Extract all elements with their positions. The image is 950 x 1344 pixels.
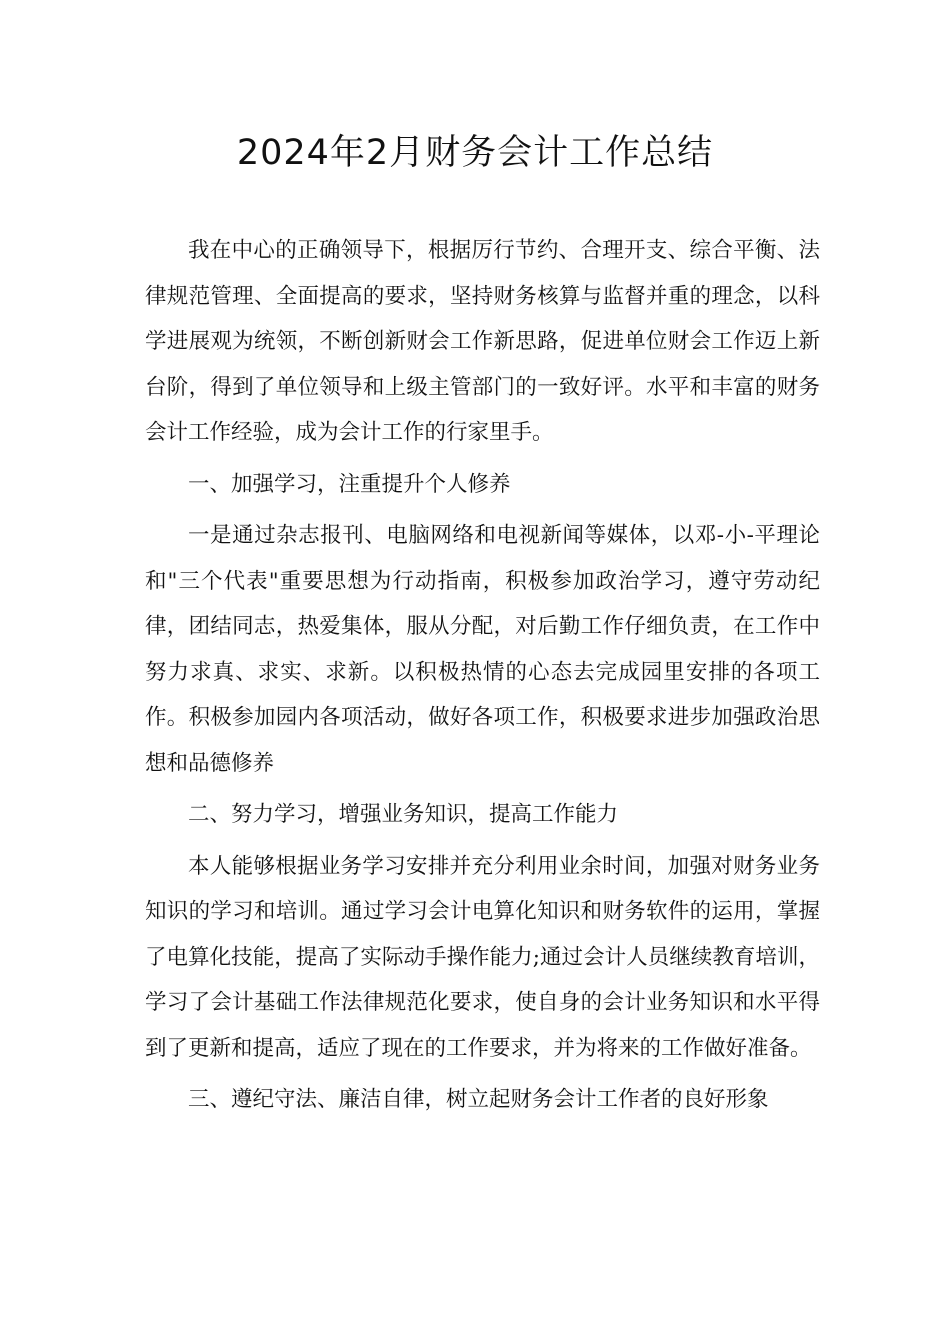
section-heading-1: 一、加强学习，注重提升个人修养 bbox=[188, 471, 511, 497]
paragraph-intro: 我在中心的正确领导下，根据厉行节约、合理开支、综合平衡、法律规范管理、全面提高的要求，坚持财务核算与监督并重的理念，以科学进展观为统领，不断创新财会工作新思路，促进单位财会工作迈上新台阶，得到了单位领导和上级主管部门的一致好评。水平和丰富的财务会计工作经验，成为会计工作的行家里手。 bbox=[145, 238, 820, 445]
paragraph-section-2: 本人能够根据业务学习安排并充分利用业余时间，加强对财务业务知识的学习和培训。通过学习会计电算化知识和财务软件的运用，掌握了电算化技能，提高了实际动手操作能力;通过会计人员继续教育培训，学习了会计基础工作法律规范化要求，使自身的会计业务知识和水平得到了更新和提高，适应了现在的工作要求，并为将来的工作做好准备。 bbox=[145, 853, 820, 1061]
document-body bbox=[145, 228, 820, 1129]
section-heading-3: 三、遵纪守法、廉洁自律，树立起财务会计工作者的良好形象 bbox=[188, 1087, 769, 1112]
paragraph-section-1: 一是通过杂志报刊、电脑网络和电视新闻等媒体，以邓-小-平理论和"三个代表"重要思想为行动指南，积极参加政治学习，遵守劳动纪律，团结同志，热爱集体，服从分配，对后勤工作仔细负责，在工作中努力求真、求实、求新。以积极热情的心态去完成园里安排的各项工作。积极参加园内各项活动，做好各项工作，积极要求进步加强政治思想和品德修养 bbox=[145, 523, 820, 776]
document-title: 2024年2月财务会计工作总结 bbox=[236, 133, 714, 173]
section-heading-2: 二、努力学习，增强业务知识，提高工作能力 bbox=[188, 802, 619, 827]
